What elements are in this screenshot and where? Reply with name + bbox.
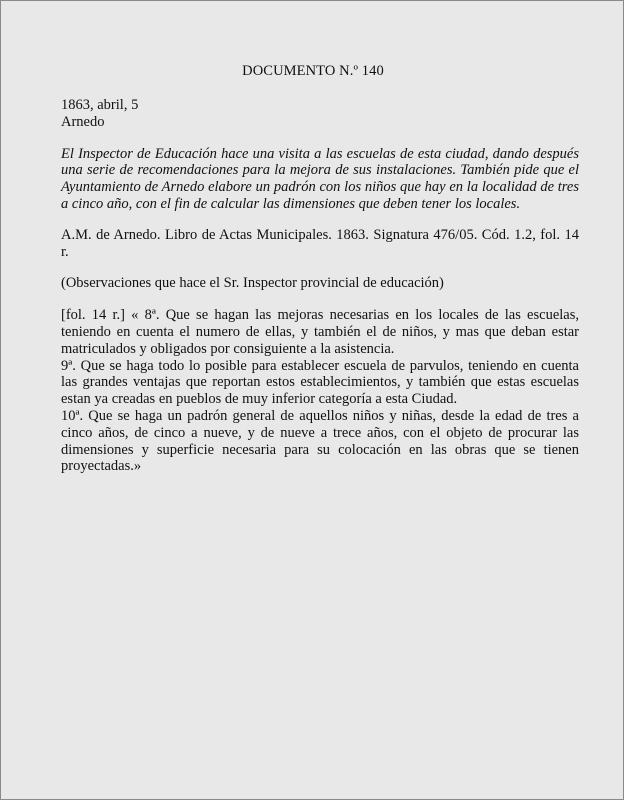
transcription-body [61, 307, 579, 475]
transcription-paragraph: 10ª. Que se haga un padrón general de aquellos niños y niñas, desde la edad de tres a cinco años, de cinco a nueve, y de nueve a trece años, con el objeto de procurar las dimensiones y superficie necesaria para su colocación en las obras que se tienen proyectadas.» [61, 407, 579, 475]
document-content [61, 97, 579, 475]
date-place-block [61, 97, 579, 131]
document-date: 1863, abril, 5 [61, 97, 139, 113]
document-summary: El Inspector de Educación hace una visita a las escuelas de esta ciudad, dando después una serie de recomendaciones para la mejora de sus instalaciones. También pide que el Ayuntamiento de Arnedo elabore un padrón con los niños que hay en la localidad de tres a cinco año, con el fin de calcular las dimensiones que deben tener los locales. [61, 145, 579, 212]
archival-source: A.M. de Arnedo. Libro de Actas Municipales. 1863. Signatura 476/05. Cód. 1.2, fol. 14 r. [61, 226, 579, 260]
document-heading: DOCUMENTO N.º 140 [242, 63, 384, 79]
document-place: Arnedo [61, 113, 105, 130]
transcription-paragraph: 9ª. Que se haga todo lo posible para establecer escuela de parvulos, teniendo en cuenta las grandes ventajas que reportan estos establecimientos, y también que estas escuelas estan ya creadas en pueblos de muy inferior categoría a esta Ciudad. [61, 357, 579, 408]
transcription-paragraph: [fol. 14 r.] « 8ª. Que se hagan las mejoras necesarias en los locales de las escuelas, teniendo en cuenta el numero de ellas, y también el de niños, y mas que deban estar matriculados y obligados por consiguiente a la asistencia. [61, 307, 579, 357]
observations-title: (Observaciones que hace el Sr. Inspector provincial de educación) [61, 275, 444, 292]
